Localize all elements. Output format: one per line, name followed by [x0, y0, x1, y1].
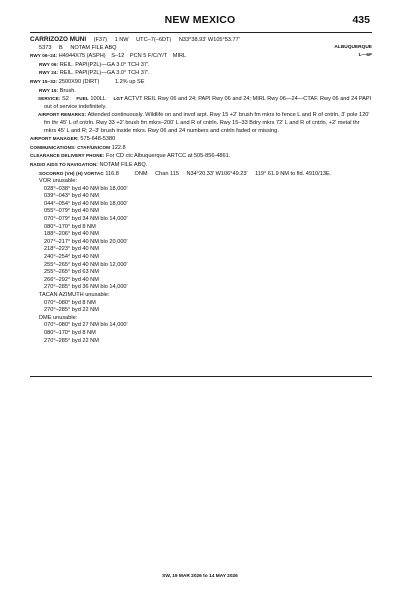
vortac-line	[30, 170, 372, 179]
fuel-label: FUEL	[76, 96, 89, 102]
vortac-info: 119° 61.9 NM to fld. 4910/13E.	[255, 170, 332, 177]
runway-24	[30, 69, 372, 78]
unusable-sector-item: 044°–054° byd 40 NM blo 18,000′	[44, 200, 128, 207]
runway-15-33-text: 2500X90 (DIRT)	[58, 78, 100, 85]
notam-file: NOTAM FILE ABQ	[70, 44, 117, 51]
chart-reference: L—6F	[358, 53, 372, 58]
remarks-label: AIRPORT REMARKS:	[38, 112, 87, 118]
runway-15-text: Brush.	[59, 87, 76, 94]
unusable-sector-item: 055°–079° byd 40 NM	[44, 208, 99, 215]
runway-06-24-text: H4944X75 (ASPH) S–12 PCN 5 F/C/Y/T MIRL	[58, 53, 187, 60]
runway-24-text: REIL. PAPI(P2L)—GA 3.0° TCH 37′.	[59, 70, 150, 77]
unusable-sector-item: 255°–265° byd 40 NM blo 12,000′	[44, 261, 128, 268]
airport-info-line	[30, 45, 372, 53]
airport-coords: N33°38.93′ W105°53.77′	[178, 37, 240, 43]
vortac-frequency: 116.8	[105, 170, 119, 177]
airport-line	[30, 36, 372, 45]
runway-15-33	[30, 78, 372, 87]
communications-label: COMMUNICATIONS: CTAF/UNICOM	[30, 144, 111, 150]
unusable-sector-item: 218°–223° byd 40 NM	[44, 246, 99, 253]
unusable-sector-item: 188°–206° byd 40 NM	[44, 231, 99, 238]
fuel-code: B	[59, 44, 63, 51]
radio-aids-label: RADIO AIDS TO NAVIGATION:	[30, 161, 98, 167]
vor-unusable-list	[30, 186, 372, 292]
manager-label: AIRPORT MANAGER:	[30, 136, 79, 142]
radio-aids-line	[30, 161, 372, 170]
top-divider	[30, 32, 372, 33]
airport-id: (F37)	[93, 37, 108, 43]
tacan-unusable-label: TACAN AZIMUTH unusable:	[39, 292, 110, 298]
unusable-sector-item: 207°–217° byd 40 NM blo 20,000′	[44, 238, 128, 245]
service-s: S2	[61, 96, 69, 103]
runway-15-label: RWY 15:	[39, 87, 59, 93]
fuel-text: 100LL	[90, 96, 106, 103]
manager-phone: 575-648-5380	[80, 136, 116, 143]
vor-unusable-label: VOR unusable:	[39, 178, 77, 185]
service-section	[30, 95, 372, 111]
clearance-label: CLEARANCE DELIVERY PHONE:	[30, 153, 105, 159]
unusable-sector-item: 070°–080° byd 27 NM blo 14,000′	[44, 322, 128, 329]
remarks-text: Attended continuously. Wildlife on and invof arpt. Rwy 15 +2′ brush fm mkrs to fence L and R of cntrln, 3′ pole 120′ fm thr 45′ L of cntrln. Rwy 33 +2′ brush fm mkrs–200′ L and R of cntrln. Rwy 15–33 Bdry mkrs 72′ L and R of cntrln, +2′ metal thr mkrs 45′ L and R; 2–3′ brush inside mkrs. Rwy 06 and 24 numbers and cntrln faded or missing.	[44, 112, 370, 134]
state-title: NEW MEXICO	[164, 14, 236, 26]
runway-24-label: RWY 24:	[39, 70, 59, 76]
unusable-sector-item: 255°–265° byd 63 NM	[44, 269, 99, 276]
runway-15-33-label: RWY 15–33:	[30, 78, 58, 84]
dme-unusable-label: DME unusable:	[39, 314, 78, 321]
clearance-line	[30, 152, 372, 161]
runway-06-24	[30, 52, 372, 61]
airport-entry	[30, 36, 372, 345]
tacan-unusable-list	[30, 300, 372, 315]
bottom-divider	[30, 376, 372, 377]
unusable-sector-item: 070°–079° byd 34 NM blo 14,000′	[44, 216, 128, 223]
runway-15-33-gradient: 1.2% up SE	[114, 78, 145, 85]
vortac-ident: ONM	[134, 170, 148, 177]
runway-15	[30, 87, 372, 96]
unusable-sector-item: 028°–038° byd 40 NM blo 18,000′	[44, 185, 128, 192]
unusable-sector-item: 270°–285° byd 22 NM	[44, 307, 99, 314]
unusable-sector-item: 080°–170° byd 8 NM	[44, 223, 96, 230]
airport-name: CARRIZOZO MUNI	[30, 36, 87, 43]
unusable-sector-item: 080°–170° byd 8 NM	[44, 329, 96, 336]
service-label: SERVICE:	[38, 96, 61, 102]
unusable-sector-item: 240°–254° byd 40 NM	[44, 254, 99, 261]
communications-line	[30, 144, 372, 153]
runway-06-text: REIL. PAPI(P2L)—GA 3.0° TCH 37′.	[59, 61, 150, 68]
manager-line	[30, 135, 372, 144]
lighting-text: ACTVT REIL Rwy 06 and 24; PAPI Rwy 06 and 24; MIRL Rwy 06—24—CTAF. Rwy 06 and 24 PAPI out of service indefinitely.	[44, 96, 372, 110]
unusable-sector-item: 270°–285° byd 36 NM blo 14,000′	[44, 284, 128, 291]
airport-elevation: 5373	[39, 44, 52, 51]
vortac-coords: N34°20.33′ W106°49.23′	[186, 170, 248, 177]
runway-06-24-label: RWY 06–24:	[30, 53, 58, 59]
vortac-label: SOCORRO (VH) (H) VORTAC	[39, 170, 104, 176]
airport-location: 1 NW	[114, 37, 129, 43]
unusable-sector-item: 266°–292° byd 40 NM	[44, 276, 99, 283]
effective-dates-footer: SW, 19 MAR 2026 to 14 MAY 2026	[162, 574, 238, 579]
runway-06-label: RWY 06:	[39, 61, 59, 67]
unusable-sector-item: 039°–043° byd 40 NM	[44, 193, 99, 200]
unusable-sector-item: 270°–285° byd 22 NM	[44, 337, 99, 344]
runway-06	[30, 61, 372, 70]
vortac-channel: Chan 115	[155, 170, 179, 177]
page-number: 435	[352, 14, 370, 26]
unusable-sector-item: 070°–080° byd 8 NM	[44, 299, 96, 306]
sectional-name: ALBUQUERQUE	[334, 45, 372, 50]
lighting-label: LGT	[113, 96, 123, 102]
radio-aids-text: NOTAM FILE ABQ.	[99, 161, 148, 168]
dme-unusable-list	[30, 322, 372, 345]
clearance-text: For CD ctc Albuquerque ARTCC at 505-856-4861.	[106, 153, 231, 160]
ctaf-frequency: 122.8	[111, 144, 126, 151]
airport-utc: UTC–7(–6DT)	[136, 37, 172, 43]
remarks-section	[30, 111, 372, 135]
